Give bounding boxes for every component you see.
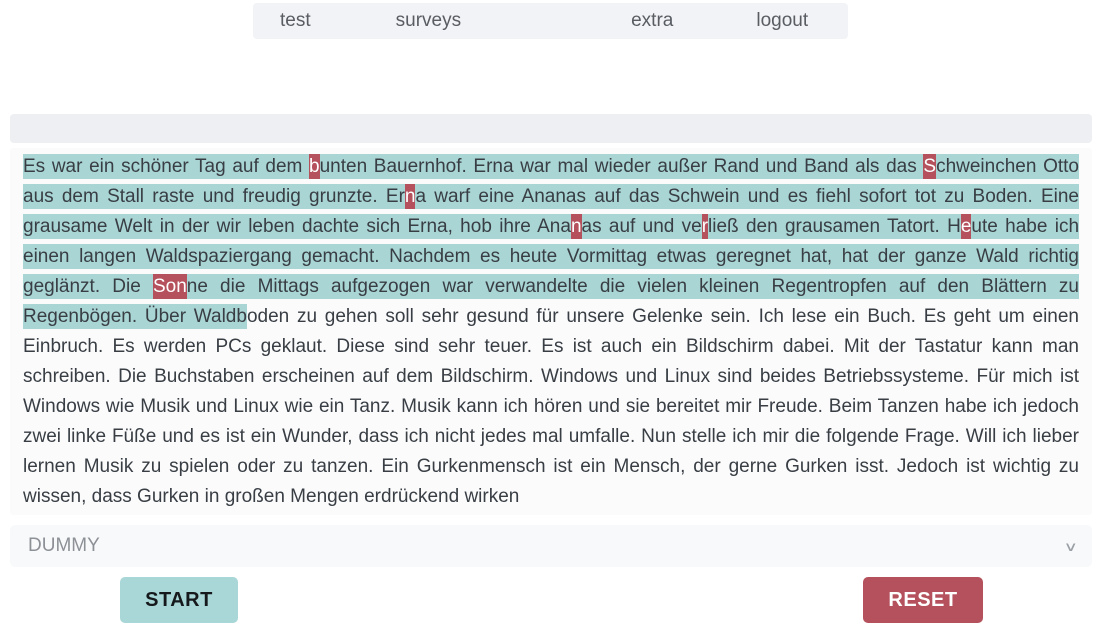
text-segment-error: S [923,156,937,177]
start-button[interactable]: START [120,577,238,623]
text-segment-untyped: oden zu gehen soll sehr gesund für unsere Gelenke sein. Ich lese ein Buch. Es geht um einen Einbruch. Es werden PCs geklaut. Diese sind sehr teuer. Es ist auch ein Bildschirm dabei. Mit der Tastatur kann man schreiben. Die Buchstaben erscheinen auf dem Bildschirm. Windows und Linux sind beides Betriebssysteme. Für mich ist Windows wie Musik und Linux wie ein Tanz. Musik kann ich hören und sie bereitet mir Freude. Beim Tanzen habe ich jedoch zwei linke Füße und es ist ein Wunder, dass ich nicht jedes mal umfalle. Nun stelle ich mir die folgende Frage. Will ich lieber lernen Musik zu spielen oder zu tanzen. Ein Gurkenmensch ist ein Mensch, der gerne Gurken isst. Jedoch ist wichtig zu wissen, dass Gurken in großen Mengen erdrückend wirken [23,306,1079,507]
top-navbar [253,3,848,39]
text-segment-typed: ließ den grausamen Tatort. H [708,216,961,237]
text-segment-error: r [701,216,709,237]
text-segment-error: n [570,216,582,237]
reader-text [23,152,1079,512]
text-segment-typed: as auf und ve [581,216,702,237]
text-segment-typed: unten Bauernhof. Erna war mal wieder außer Rand und Band als das [319,156,924,177]
condition-select-value: DUMMY [28,535,100,556]
text-segment-error: e [960,216,972,237]
text-segment-typed: ne die Mittags aufgezogen war verwandelte die vielen kleinen Regentropfen auf den Blättern zu Regenbögen. Über Waldb [23,276,1079,327]
nav-item-extra[interactable]: extra [631,10,674,31]
text-segment-error: b [309,156,320,177]
condition-select[interactable] [10,525,1092,567]
nav-item-surveys[interactable]: surveys [395,10,462,31]
nav-item-logout[interactable]: logout [756,10,809,31]
text-segment-typed: Es war ein schöner Tag auf dem [23,156,310,177]
text-segment-error: Son [152,276,187,297]
text-segment-typed: chweinchen Otto aus dem Stall raste und freudig grunzte. Er [23,156,1079,207]
text-segment-typed: ute habe ich einen langen Waldspaziergang gemacht. Nachdem es heute Vormittag etwas geregnet hat, hat der ganze Wald richtig geglänzt. Die [23,216,1080,297]
typing-text-panel [10,148,1092,515]
progress-bar [10,114,1092,143]
text-segment-error: n [404,186,416,207]
text-segment-typed: a warf eine Ananas auf das Schwein und es fiehl sofort tot zu Boden. Eine grausame Welt in der wir leben dachte sich Erna, hob ihre Ana [23,186,1080,237]
reset-button[interactable]: RESET [863,577,983,623]
nav-item-test[interactable]: test [280,10,311,31]
chevron-down-icon: ∨ [1064,538,1079,554]
